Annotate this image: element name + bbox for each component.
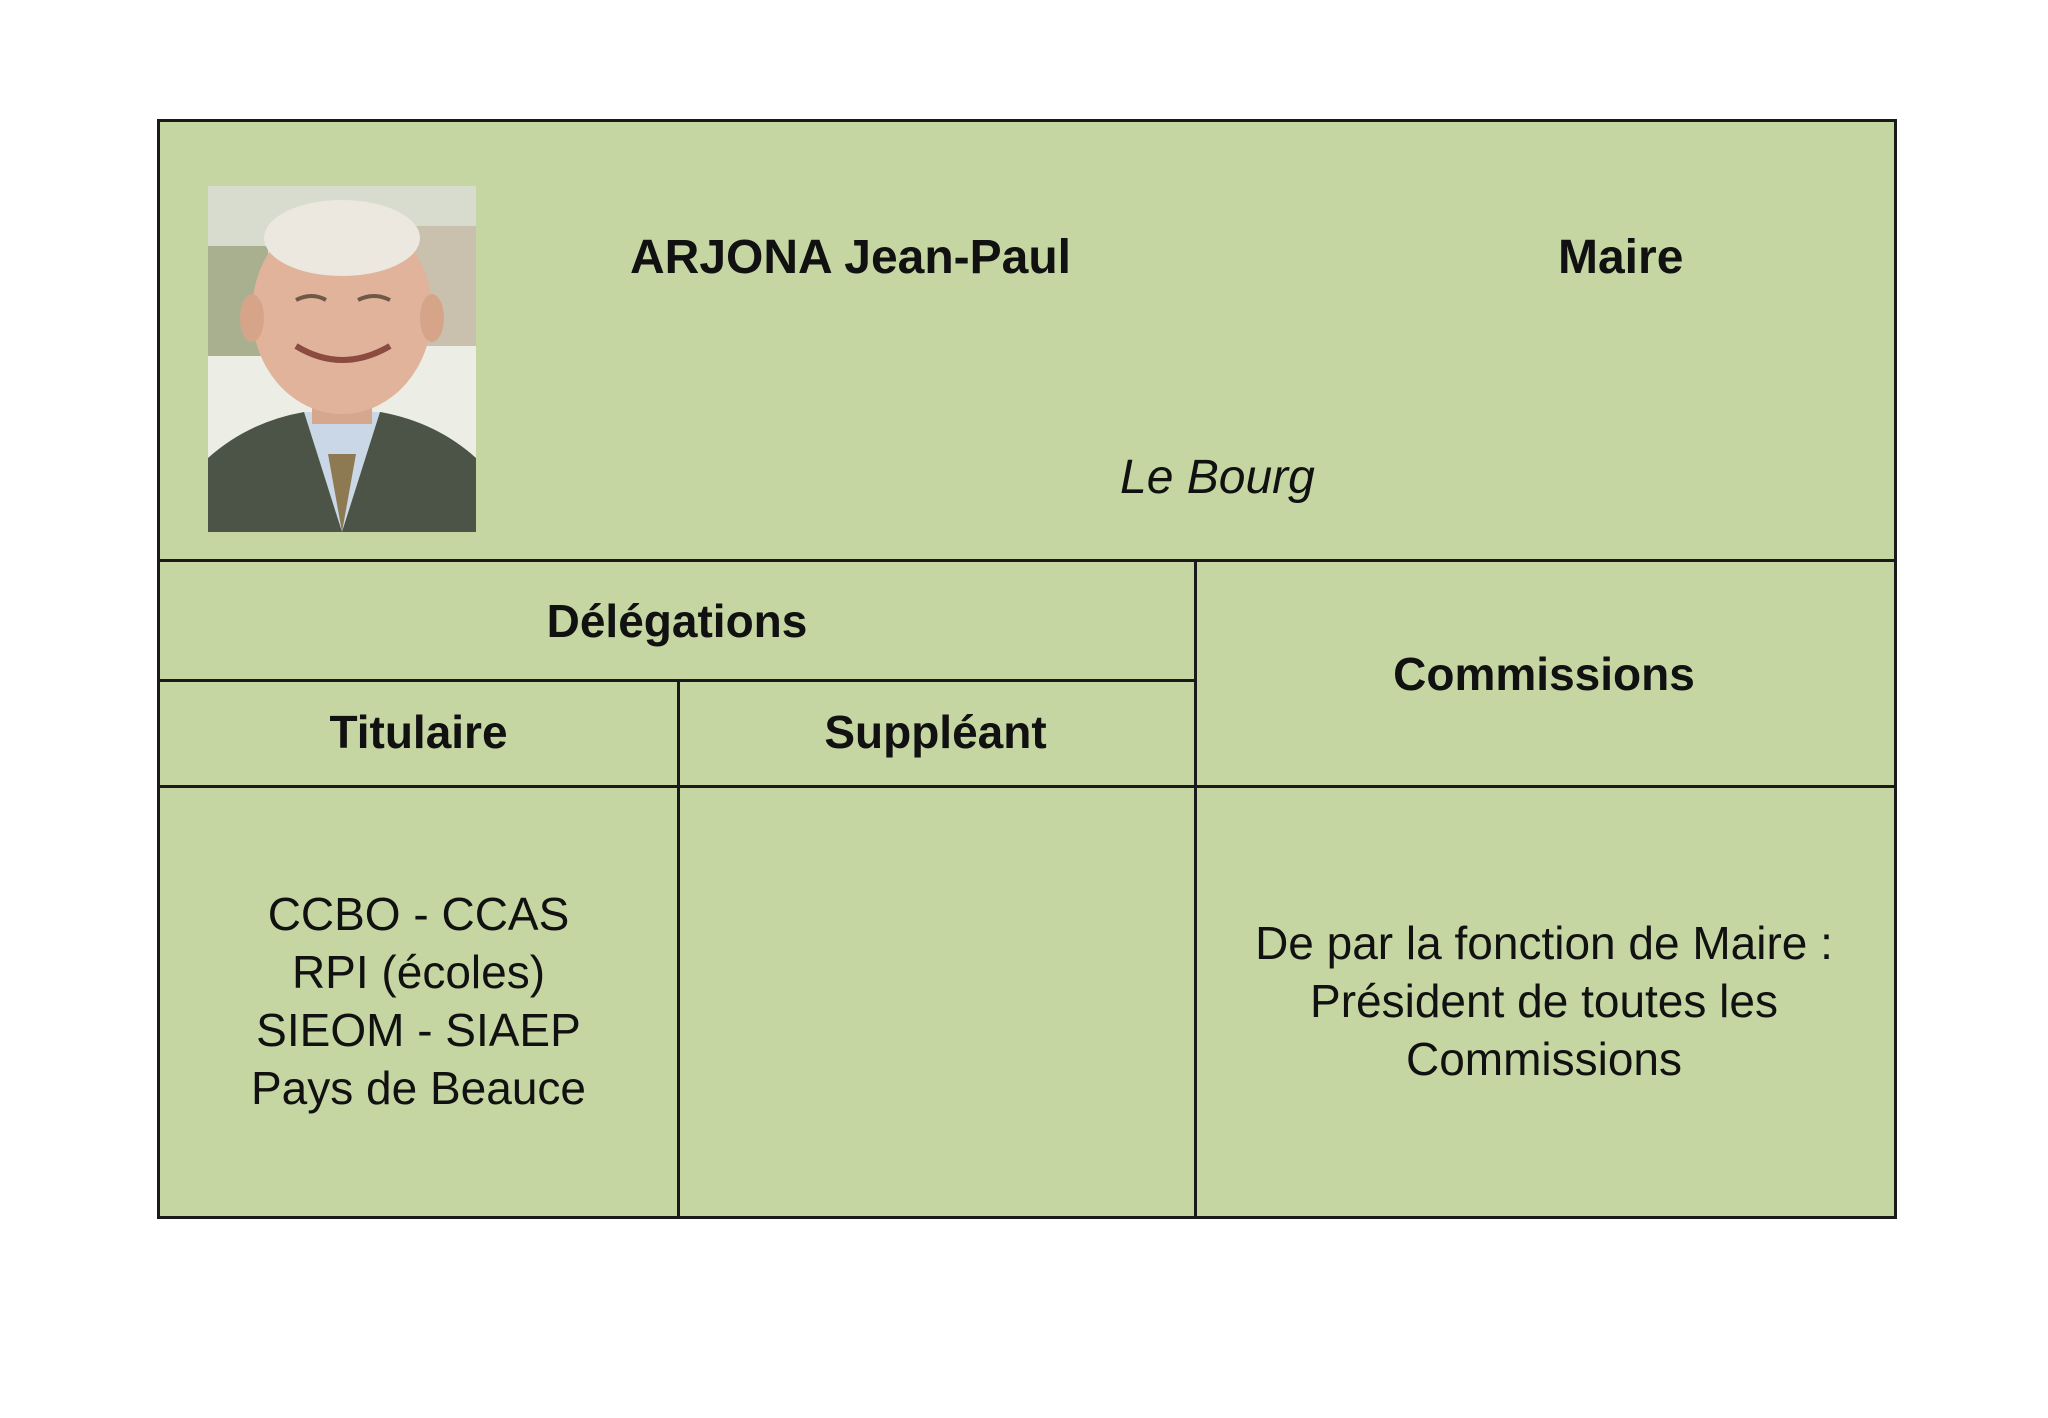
member-header	[160, 122, 1894, 562]
titulaire-list	[251, 885, 586, 1117]
member-address: Le Bourg	[1120, 451, 1315, 504]
commissions-header-cell	[1194, 562, 1894, 785]
member-card	[157, 119, 1897, 1219]
titulaire-item: SIEOM - SIAEP	[256, 1003, 581, 1056]
delegations-header-cell	[160, 562, 1194, 679]
grid-line-vertical-1	[677, 679, 680, 1216]
member-name: ARJONA Jean-Paul	[630, 231, 1071, 284]
delegations-header: Délégations	[546, 594, 808, 647]
grid-line-vertical-2	[1194, 562, 1197, 1216]
commissions-item: Commissions	[1405, 1032, 1683, 1085]
commissions-list	[1255, 914, 1833, 1088]
commissions-content-cell	[1194, 785, 1894, 1216]
suppleant-header-cell	[677, 679, 1194, 785]
titulaire-content-cell	[160, 785, 677, 1216]
grid-line-horizontal-2	[160, 785, 1894, 788]
suppleant-content-cell	[677, 785, 1194, 1216]
member-photo	[208, 186, 476, 532]
commissions-item: De par la fonction de Maire :	[1255, 916, 1833, 969]
suppleant-header: Suppléant	[824, 706, 1047, 758]
titulaire-item: CCBO - CCAS	[267, 887, 570, 940]
titulaire-item: Pays de Beauce	[250, 1061, 586, 1114]
titulaire-header-cell	[160, 679, 677, 785]
titulaire-item: RPI (écoles)	[291, 945, 546, 998]
commissions-item: Président de toutes les	[1310, 974, 1778, 1027]
titulaire-header: Titulaire	[329, 706, 508, 758]
member-role: Maire	[1558, 231, 1684, 284]
commissions-header: Commissions	[1393, 647, 1695, 700]
